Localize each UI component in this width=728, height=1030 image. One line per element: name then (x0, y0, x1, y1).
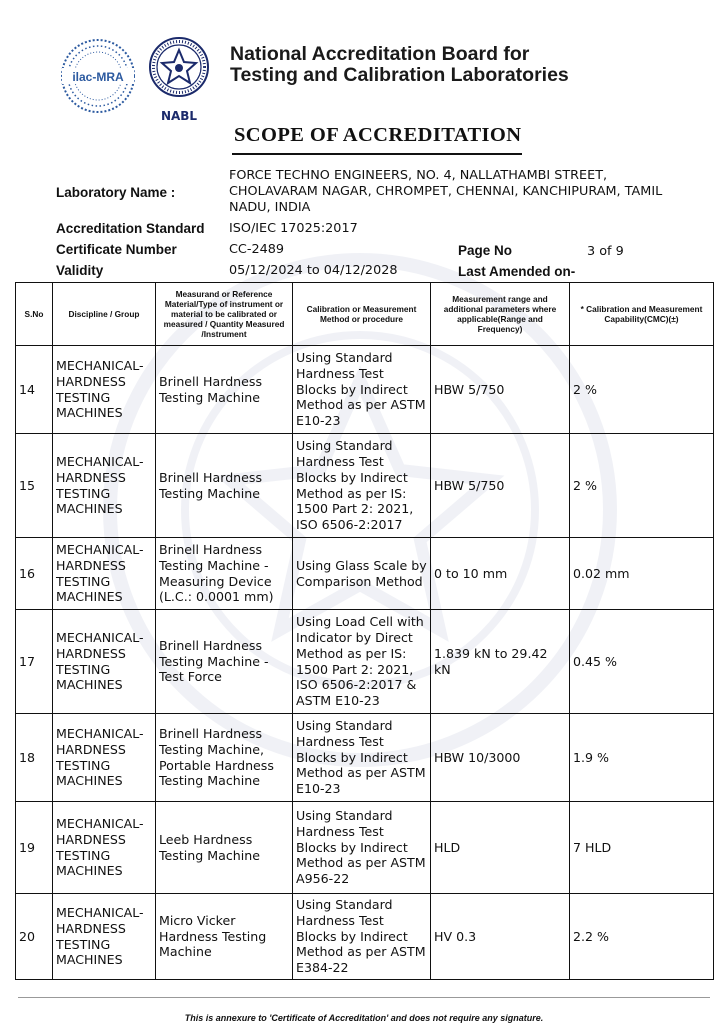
cell-discipline: MECHANICAL- HARDNESS TESTING MACHINES (53, 894, 156, 980)
cell-cmc: 0.45 % (570, 610, 714, 714)
header-cmc: * Calibration and Measurement Capability(CMC)(±) (570, 283, 714, 346)
ilac-mra-logo (58, 36, 138, 116)
standard-value: ISO/IEC 17025:2017 (229, 221, 358, 236)
org-title-line2: Testing and Calibration Laboratories (230, 64, 569, 86)
cell-method: Using Load Cell with Indicator by Direct Method as per IS: 1500 Part 2: 2021, ISO 6506-2:2017 & ASTM E10-23 (293, 610, 431, 714)
table-row (16, 610, 714, 714)
cell-range: HBW 5/750 (431, 346, 570, 434)
cell-range: 0 to 10 mm (431, 538, 570, 610)
cell-sno: 19 (16, 802, 53, 894)
cell-method: Using Standard Hardness Test Blocks by Indirect Method as per ASTM E384-22 (293, 894, 431, 980)
cell-sno: 16 (16, 538, 53, 610)
cell-range: HBW 5/750 (431, 434, 570, 538)
cell-cmc: 7 HLD (570, 802, 714, 894)
cell-measurand: Brinell Hardness Testing Machine - Test Force (156, 610, 293, 714)
cell-range: 1.839 kN to 29.42 kN (431, 610, 570, 714)
cell-sno: 18 (16, 714, 53, 802)
cell-method: Using Standard Hardness Test Blocks by Indirect Method as per ASTM A956-22 (293, 802, 431, 894)
footer-divider (18, 997, 710, 998)
cell-measurand: Leeb Hardness Testing Machine (156, 802, 293, 894)
cell-cmc: 2.2 % (570, 894, 714, 980)
page-no-label: Page No (458, 243, 513, 258)
last-amended-label: Last Amended on- (458, 264, 576, 279)
title-underline (232, 153, 522, 155)
org-title-line1: National Accreditation Board for (230, 43, 530, 65)
cell-measurand: Brinell Hardness Testing Machine, Portable Hardness Testing Machine (156, 714, 293, 802)
cell-discipline: MECHANICAL- HARDNESS TESTING MACHINES (53, 434, 156, 538)
cell-measurand: Micro Vicker Hardness Testing Machine (156, 894, 293, 980)
cell-cmc: 0.02 mm (570, 538, 714, 610)
cell-method: Using Standard Hardness Test Blocks by Indirect Method as per IS: 1500 Part 2: 2021, ISO 6506-2:2017 (293, 434, 431, 538)
cell-cmc: 1.9 % (570, 714, 714, 802)
validity-value: 05/12/2024 to 04/12/2028 (229, 263, 398, 278)
cell-measurand: Brinell Hardness Testing Machine (156, 346, 293, 434)
standard-label: Accreditation Standard (56, 221, 205, 236)
cell-method: Using Glass Scale by Comparison Method (293, 538, 431, 610)
table-row (16, 538, 714, 610)
table-row (16, 802, 714, 894)
organization-title (230, 44, 569, 86)
page-no-value: 3 of 9 (587, 244, 624, 259)
ilac-logo-text: ilac-MRA (72, 70, 124, 84)
footer-note: This is annexure to 'Certificate of Accreditation' and does not require any signature. (184, 1013, 544, 1023)
cell-range: HBW 10/3000 (431, 714, 570, 802)
header-discipline: Discipline / Group (53, 283, 156, 346)
cell-cmc: 2 % (570, 346, 714, 434)
nabl-logo (148, 36, 210, 128)
cell-discipline: MECHANICAL- HARDNESS TESTING MACHINES (53, 346, 156, 434)
table-row (16, 894, 714, 980)
cell-cmc: 2 % (570, 434, 714, 538)
header-method: Calibration or Measurement Method or procedure (293, 283, 431, 346)
table-header-row (16, 283, 714, 346)
lab-name-label: Laboratory Name : (56, 185, 176, 200)
header-measurand: Measurand or Reference Material/Type of instrument or material to be calibrated or measured / Quantity Measured /Instrument (156, 283, 293, 346)
cell-discipline: MECHANICAL- HARDNESS TESTING MACHINES (53, 802, 156, 894)
header-range: Measurement range and additional parameters where applicable(Range and Frequency) (431, 283, 570, 346)
lab-name-value: FORCE TECHNO ENGINEERS, NO. 4, NALLATHAMBI STREET, CHOLAVARAM NAGAR, CHROMPET, CHENNAI, KANCHIPURAM, TAMIL NADU, INDIA (229, 168, 663, 215)
cell-range: HLD (431, 802, 570, 894)
cell-method: Using Standard Hardness Test Blocks by Indirect Method as per ASTM E10-23 (293, 346, 431, 434)
cell-measurand: Brinell Hardness Testing Machine (156, 434, 293, 538)
header-sno: S.No (16, 283, 53, 346)
validity-label: Validity (56, 263, 104, 278)
table-row (16, 346, 714, 434)
cell-discipline: MECHANICAL- HARDNESS TESTING MACHINES (53, 714, 156, 802)
cell-method: Using Standard Hardness Test Blocks by Indirect Method as per ASTM E10-23 (293, 714, 431, 802)
cell-sno: 17 (16, 610, 53, 714)
table-row (16, 434, 714, 538)
cell-sno: 15 (16, 434, 53, 538)
page-header (0, 0, 728, 146)
cell-discipline: MECHANICAL- HARDNESS TESTING MACHINES (53, 610, 156, 714)
cell-sno: 20 (16, 894, 53, 980)
cell-sno: 14 (16, 346, 53, 434)
table-row (16, 714, 714, 802)
cell-discipline: MECHANICAL- HARDNESS TESTING MACHINES (53, 538, 156, 610)
scope-table (15, 282, 714, 980)
nabl-logo-text: NABL (160, 109, 198, 123)
certificate-label: Certificate Number (56, 242, 177, 257)
cell-range: HV 0.3 (431, 894, 570, 980)
cell-measurand: Brinell Hardness Testing Machine - Measuring Device (L.C.: 0.0001 mm) (156, 538, 293, 610)
document-title: SCOPE OF ACCREDITATION (234, 124, 522, 146)
certificate-value: CC-2489 (229, 242, 285, 257)
